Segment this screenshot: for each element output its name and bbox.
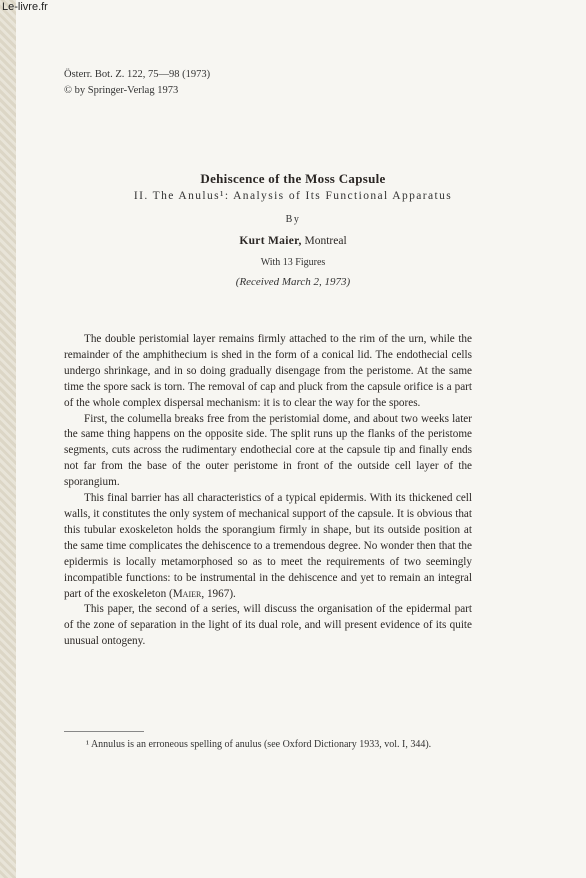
citation-author: Maier — [172, 587, 202, 600]
by-line: By — [285, 214, 301, 225]
scan-edge — [0, 0, 16, 878]
body-text — [64, 332, 472, 650]
paragraph: The double peristomial layer remains firmly attached to the rim of the urn, while the remainder of the amphithecium is shed in the form of a conical lid. The endothecial cells undergo shrinkage, and in so doing gradually disengage from the peristome. At the same time the spore sack is torn. The removal of cap and pluck from the capsule orifice is a part of the whole complex dispersal mechanism: it is to clear the way for the spores. — [64, 333, 472, 409]
paragraph — [64, 491, 472, 602]
author-name: Kurt Maier, — [239, 235, 302, 247]
paragraph: First, the columella breaks free from the peristomial dome, and about two weeks later the same thing happens on the opposite side. The split runs up the flanks of the peristome segments, cuts across the rudimentary endothecial core at the capsule tip and finally ends not far from the base of the outer peristome in front of the outside cell layer of the sporangium. — [64, 412, 472, 489]
figures-note: With 13 Figures — [260, 257, 326, 268]
footnote-rule — [64, 731, 144, 732]
paper-subtitle: II. The Anulus¹: Analysis of Its Functional Apparatus — [133, 190, 453, 202]
journal-reference: Österr. Bot. Z. 122, 75—98 (1973) — [64, 69, 211, 80]
journal-citation — [64, 67, 210, 99]
copyright-line: © by Springer-Verlag 1973 — [64, 85, 179, 96]
watermark-logo: Le-livre.fr — [2, 1, 48, 13]
author-line — [0, 235, 586, 247]
author-location: Montreal — [301, 235, 347, 247]
paragraph-text: This final barrier has all characteristics of a typical epidermis. With its thickened cell walls, it constitutes the only system of mechanical support of the capsule. It is obvious that this tubular exoskeleton holds the sporangium firmly in shape, but its outside position at the same time complicates the dehiscence to a tremendous degree. No wonder then that the epidermis is locally metamorphosed so as to meet the requirements of two seemingly incompatible functions: to be instrumental in the dehiscence and yet to remain an integral part of the exoskeleton ( — [64, 492, 472, 600]
paragraph-text-tail: , 1967). — [201, 587, 236, 600]
received-date: (Received March 2, 1973) — [235, 276, 351, 288]
paragraph: This paper, the second of a series, will discuss the organisation of the epidermal part of the zone of separation in the light of its dual role, and will present evidence of its quite unusual ontogeny. — [64, 603, 472, 648]
footnote: ¹ Annulus is an erroneous spelling of anulus (see Oxford Dictionary 1933, vol. I, 344). — [86, 739, 432, 750]
paper-title: Dehiscence of the Moss Capsule — [200, 171, 386, 186]
